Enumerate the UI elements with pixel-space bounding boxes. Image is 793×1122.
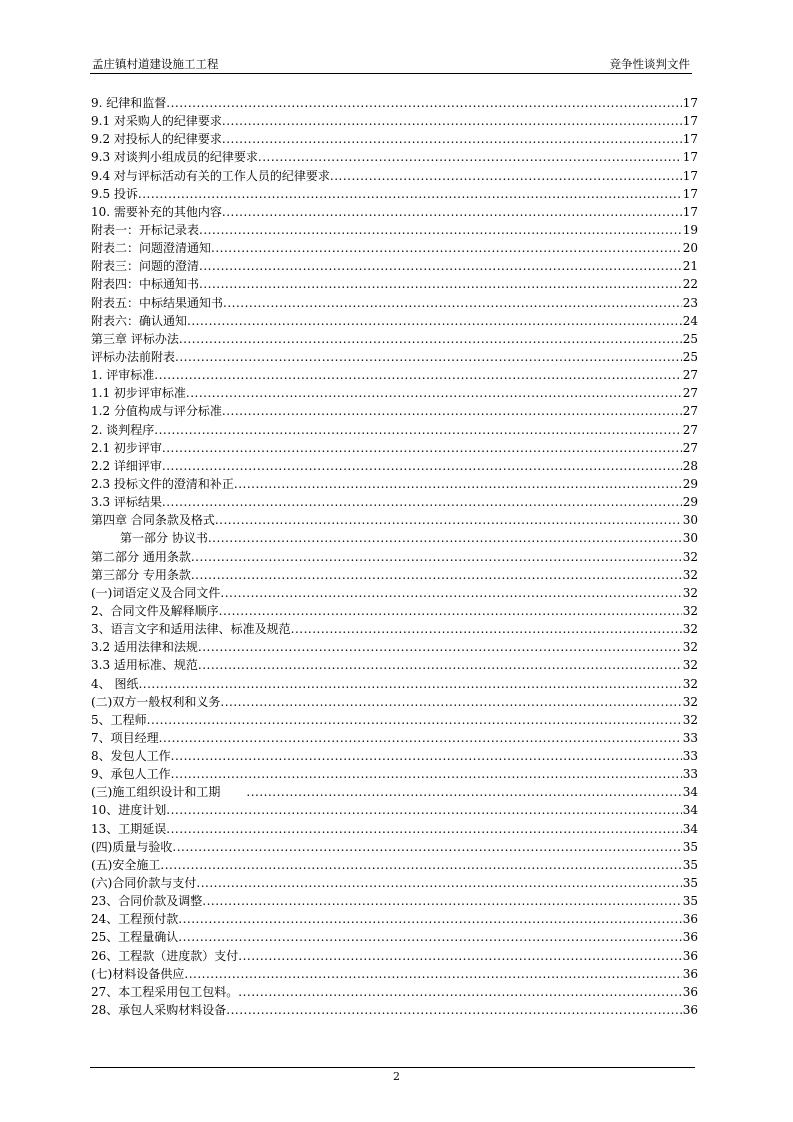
- toc-dot-leader: [138, 185, 682, 203]
- toc-entry[interactable]: [91, 529, 698, 547]
- toc-entry[interactable]: [91, 856, 698, 874]
- toc-entry-title: 25、工程量确认: [91, 930, 179, 945]
- toc-entry[interactable]: [91, 965, 698, 983]
- toc-dot-leader: [234, 475, 682, 493]
- toc-dot-leader: [178, 910, 681, 928]
- toc-dot-leader: [172, 838, 681, 856]
- toc-entry[interactable]: [91, 765, 698, 783]
- toc-entry[interactable]: [91, 747, 698, 765]
- toc-dot-leader: [154, 421, 681, 439]
- toc-entry-page-number: 22: [682, 277, 698, 292]
- toc-entry-page-number: 19: [682, 222, 698, 237]
- toc-entry[interactable]: [91, 384, 698, 402]
- toc-entry-page-number: 17: [682, 114, 698, 129]
- toc-entry-page-number: 30: [682, 531, 698, 546]
- toc-entry-title: 9.2 对投标人的纪律要求: [91, 132, 222, 147]
- toc-dot-leader: [219, 602, 682, 620]
- toc-entry-title: 2、合同文件及解释顺序: [91, 603, 219, 618]
- toc-dot-leader: [191, 548, 682, 566]
- toc-dot-leader: [171, 747, 682, 765]
- toc-entry[interactable]: [91, 820, 698, 838]
- header-project-name: 孟庄镇村道建设施工工程: [92, 57, 219, 71]
- toc-entry-page-number: 27: [682, 422, 698, 437]
- toc-entry[interactable]: [91, 239, 698, 257]
- toc-entry-page-number: 25: [682, 331, 698, 346]
- toc-dot-leader: [246, 783, 681, 801]
- toc-entry[interactable]: [91, 656, 698, 674]
- toc-dot-leader: [220, 584, 681, 602]
- header-document-type: 竞争性谈判文件: [609, 57, 690, 71]
- toc-dot-leader: [202, 892, 681, 910]
- toc-dot-leader: [211, 239, 682, 257]
- toc-entry[interactable]: [91, 928, 698, 946]
- toc-entry-title: 9.5 投诉: [91, 186, 138, 201]
- toc-entry[interactable]: [91, 511, 698, 529]
- toc-entry[interactable]: [91, 1001, 698, 1019]
- toc-entry-page-number: 34: [682, 821, 698, 836]
- toc-entry-page-number: 27: [682, 440, 698, 455]
- toc-entry[interactable]: [91, 548, 698, 566]
- toc-entry-title: (五)安全施工: [91, 857, 161, 872]
- toc-entry-page-number: 28: [682, 458, 698, 473]
- toc-entry-title: 附表二：问题澄清通知: [91, 241, 212, 256]
- toc-entry-title: (七)材料设备供应: [91, 966, 185, 981]
- toc-entry[interactable]: [91, 874, 698, 892]
- toc-dot-leader: [191, 566, 682, 584]
- toc-dot-leader: [184, 965, 681, 983]
- toc-entry-title: (四)质量与验收: [91, 839, 173, 854]
- toc-entry-page-number: 27: [682, 368, 698, 383]
- toc-entry-title: 9、承包人工作: [91, 767, 171, 782]
- toc-entry-title: 13、工期延误: [91, 821, 167, 836]
- toc-entry-title: 3.3 评标结果: [91, 495, 162, 510]
- toc-entry[interactable]: [91, 330, 698, 348]
- toc-entry[interactable]: [91, 838, 698, 856]
- toc-entry-title: 26、工程款（进度款）支付: [91, 948, 239, 963]
- toc-entry-page-number: 33: [682, 767, 698, 782]
- toc-entry-title: 9.3 对谈判小组成员的纪律要求: [91, 150, 258, 165]
- toc-entry-page-number: 32: [682, 694, 698, 709]
- toc-dot-leader: [179, 330, 682, 348]
- toc-dot-leader: [160, 856, 681, 874]
- toc-entry-page-number: 35: [682, 876, 698, 891]
- toc-dot-leader: [162, 493, 682, 511]
- toc-entry-page-number: 17: [682, 150, 698, 165]
- toc-entry-page-number: 17: [682, 204, 698, 219]
- footer-page-number: 2: [393, 1070, 400, 1083]
- toc-entry-page-number: 35: [682, 857, 698, 872]
- toc-dot-leader: [166, 94, 681, 112]
- toc-entry-page-number: 21: [682, 259, 698, 274]
- toc-entry-page-number: 17: [682, 186, 698, 201]
- page-header: [90, 55, 692, 74]
- toc-entry-page-number: 36: [682, 912, 698, 927]
- toc-dot-leader: [159, 729, 682, 747]
- toc-entry-page-number: 20: [682, 241, 698, 256]
- toc-entry-page-number: 32: [682, 603, 698, 618]
- toc-dot-leader: [166, 820, 681, 838]
- toc-entry-page-number: 24: [682, 313, 698, 328]
- toc-dot-leader: [226, 1001, 681, 1019]
- toc-entry[interactable]: [91, 566, 698, 584]
- toc-entry-page-number: 17: [682, 132, 698, 147]
- toc-entry-title: 附表四：中标通知书: [91, 277, 200, 292]
- toc-entry-title: 附表一：开标记录表: [91, 222, 200, 237]
- toc-entry-title: 5、工程师: [91, 712, 147, 727]
- toc-entry[interactable]: [91, 983, 698, 1001]
- toc-entry[interactable]: [91, 693, 698, 711]
- toc-entry-title: 3、语言文字和适用法律、标准及规范: [91, 622, 291, 637]
- toc-dot-leader: [175, 348, 682, 366]
- toc-entry-title: 1.1 初步评审标准: [91, 386, 186, 401]
- toc-entry[interactable]: [91, 475, 698, 493]
- toc-entry[interactable]: [91, 421, 698, 439]
- toc-entry-page-number: 32: [682, 712, 698, 727]
- toc-entry-title: 附表三：问题的澄清: [91, 259, 200, 274]
- toc-entry[interactable]: [91, 620, 698, 638]
- toc-entry-title: 第三部分 专用条款: [91, 567, 191, 582]
- toc-entry[interactable]: [91, 203, 698, 221]
- toc-dot-leader: [196, 874, 681, 892]
- toc-entry-page-number: 32: [682, 676, 698, 691]
- toc-entry-page-number: 32: [682, 622, 698, 637]
- toc-entry-page-number: 32: [682, 640, 698, 655]
- toc-entry-title: 2. 谈判程序: [91, 422, 155, 437]
- toc-entry-page-number: 34: [682, 785, 698, 800]
- toc-dot-leader: [238, 983, 681, 1001]
- toc-entry-page-number: 32: [682, 658, 698, 673]
- toc-entry-page-number: 32: [682, 549, 698, 564]
- toc-entry-title: 第二部分 通用条款: [91, 549, 191, 564]
- toc-entry-title: 4、 图纸: [91, 676, 139, 691]
- toc-entry[interactable]: [91, 602, 698, 620]
- toc-entry-page-number: 33: [682, 749, 698, 764]
- toc-entry-title: 28、承包人采购材料设备: [91, 1003, 227, 1018]
- toc-dot-leader: [330, 167, 682, 185]
- toc-entry-title: 9.1 对采购人的纪律要求: [91, 114, 222, 129]
- toc-entry[interactable]: [91, 348, 698, 366]
- toc-entry-page-number: 36: [682, 966, 698, 981]
- toc-entry[interactable]: [91, 366, 698, 384]
- toc-entry[interactable]: [91, 167, 698, 185]
- toc-entry[interactable]: [91, 457, 698, 475]
- toc-entry[interactable]: [91, 638, 698, 656]
- toc-entry-page-number: 17: [682, 168, 698, 183]
- toc-dot-leader: [199, 257, 682, 275]
- toc-entry[interactable]: [91, 294, 698, 312]
- toc-entry[interactable]: [91, 312, 698, 330]
- toc-dot-leader: [171, 765, 682, 783]
- toc-entry-title: 第四章 合同条款及格式: [91, 513, 215, 528]
- toc-entry-title: 第一部分 协议书: [120, 531, 208, 546]
- toc-entry-title: (三)施工组织设计和工期: [91, 785, 221, 800]
- toc-dot-leader: [291, 620, 682, 638]
- toc-entry-page-number: 27: [682, 404, 698, 419]
- toc-entry-title: 27、本工程采用包工包料。: [91, 984, 239, 999]
- toc-entry-title: 1.2 分值构成与评分标准: [91, 404, 222, 419]
- toc-entry-page-number: 33: [682, 730, 698, 745]
- toc-dot-leader: [215, 511, 682, 529]
- toc-entry-title: 2.2 详细评审: [91, 458, 162, 473]
- toc-entry[interactable]: [91, 221, 698, 239]
- toc-entry-title: (六)合同价款与支付: [91, 876, 197, 891]
- toc-entry[interactable]: [91, 94, 698, 112]
- toc-entry[interactable]: [91, 402, 698, 420]
- toc-entry-title: 10、进度计划: [91, 803, 167, 818]
- toc-entry[interactable]: [91, 675, 698, 693]
- toc-entry-page-number: 32: [682, 567, 698, 582]
- toc-dot-leader: [178, 928, 681, 946]
- toc-dot-leader: [147, 711, 682, 729]
- toc-entry-page-number: 35: [682, 839, 698, 854]
- toc-dot-leader: [208, 529, 682, 547]
- toc-entry-title: 第三章 评标办法: [91, 331, 179, 346]
- toc-entry-title: (二)双方一般权利和义务: [91, 694, 221, 709]
- toc-entry-title: 2.1 初步评审: [91, 440, 162, 455]
- toc-entry[interactable]: [91, 439, 698, 457]
- toc-dot-leader: [162, 457, 682, 475]
- toc-entry-page-number: 32: [682, 585, 698, 600]
- toc-entry-title: 1. 评审标准: [91, 368, 155, 383]
- toc-entry[interactable]: [91, 185, 698, 203]
- toc-entry[interactable]: [91, 729, 698, 747]
- toc-entry-page-number: 36: [682, 1003, 698, 1018]
- toc-dot-leader: [220, 693, 681, 711]
- toc-entry-page-number: 36: [682, 948, 698, 963]
- toc-entry-title: 附表五：中标结果通知书: [91, 295, 224, 310]
- toc-dot-leader: [258, 148, 682, 166]
- toc-entry[interactable]: [91, 910, 698, 928]
- toc-dot-leader: [138, 675, 681, 693]
- toc-entry-title: 23、合同价款及调整: [91, 894, 203, 909]
- toc-dot-leader: [222, 203, 682, 221]
- toc-dot-leader: [186, 384, 682, 402]
- toc-entry-page-number: 27: [682, 386, 698, 401]
- toc-entry[interactable]: [91, 801, 698, 819]
- toc-entry[interactable]: [91, 148, 698, 166]
- toc-entry[interactable]: [91, 947, 698, 965]
- toc-entry-title: 8、发包人工作: [91, 749, 171, 764]
- toc-entry-page-number: 29: [682, 495, 698, 510]
- toc-entry-page-number: 36: [682, 930, 698, 945]
- toc-dot-leader: [162, 439, 682, 457]
- toc-entry[interactable]: [91, 257, 698, 275]
- toc-entry-page-number: 36: [682, 984, 698, 999]
- toc-entry[interactable]: [91, 584, 698, 602]
- toc-dot-leader: [166, 801, 681, 819]
- toc-entry-title: (一)词语定义及合同文件: [91, 585, 221, 600]
- toc-dot-leader: [187, 312, 682, 330]
- toc-entry-title: 10. 需要补充的其他内容: [91, 204, 222, 219]
- toc-entry-page-number: 29: [682, 476, 698, 491]
- toc-entry-page-number: 34: [682, 803, 698, 818]
- toc-entry-title: 7、项目经理: [91, 730, 159, 745]
- toc-dot-leader: [199, 221, 682, 239]
- toc-entry-page-number: 23: [682, 295, 698, 310]
- toc-entry[interactable]: [91, 783, 698, 801]
- toc-entry-title: 24、工程预付款: [91, 912, 179, 927]
- toc-entry-title: 评标办法前附表: [91, 349, 176, 364]
- toc-dot-leader: [198, 656, 682, 674]
- table-of-contents: [91, 94, 698, 1019]
- toc-dot-leader: [222, 112, 682, 130]
- toc-dot-leader: [154, 366, 681, 384]
- toc-entry-title: 9. 纪律和监督: [91, 96, 167, 110]
- toc-dot-leader: [199, 275, 682, 293]
- toc-entry-page-number: 17: [682, 96, 698, 110]
- toc-entry[interactable]: [91, 112, 698, 130]
- toc-entry-page-number: 30: [682, 513, 698, 528]
- toc-dot-leader: [238, 947, 681, 965]
- toc-entry-page-number: 35: [682, 894, 698, 909]
- toc-dot-leader: [198, 638, 682, 656]
- toc-entry-title: 2.3 投标文件的澄清和补正: [91, 476, 234, 491]
- toc-entry-title: 9.4 对与评标活动有关的工作人员的纪律要求: [91, 168, 330, 183]
- toc-entry-page-number: 25: [682, 349, 698, 364]
- toc-entry[interactable]: [91, 275, 698, 293]
- toc-entry[interactable]: [91, 711, 698, 729]
- toc-entry-title: 附表六：确认通知: [91, 313, 188, 328]
- toc-entry-title: 3.3 适用标准、规范: [91, 658, 198, 673]
- toc-entry[interactable]: [91, 493, 698, 511]
- toc-entry[interactable]: [91, 130, 698, 148]
- toc-dot-leader: [222, 402, 682, 420]
- toc-dot-leader: [223, 294, 682, 312]
- toc-entry[interactable]: [91, 892, 698, 910]
- footer-divider: [90, 1067, 695, 1068]
- toc-entry-title: 3.2 适用法律和法规: [91, 640, 198, 655]
- toc-dot-leader: [222, 130, 682, 148]
